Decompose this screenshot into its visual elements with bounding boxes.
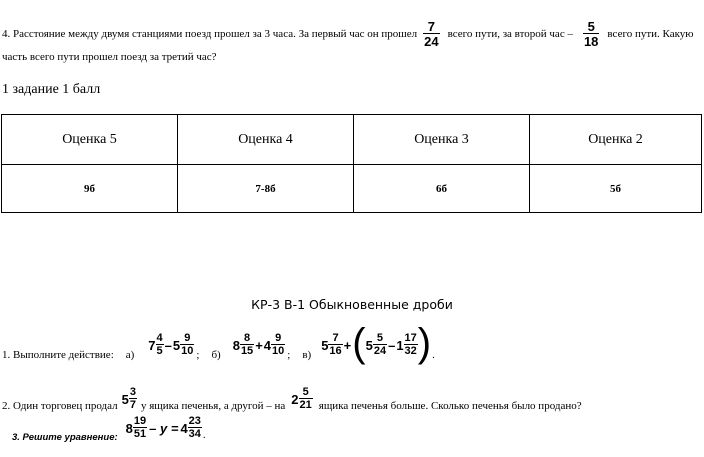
problem-4-text-a: 4. Расстояние между двумя станциями поезд прошел за 3 часа. За первый час он прошел — [2, 28, 418, 40]
question-1-b-label: б) — [211, 349, 221, 361]
question-2-text-c: ящика печенья больше. Сколько печенья было продано? — [318, 400, 582, 412]
task-score-note: 1 задание 1 балл — [2, 82, 101, 97]
problem-4-text-c: всего пути. Какую — [607, 28, 694, 40]
problem-4-fraction-2: $\frac{5}{18}$ — [583, 19, 599, 49]
question-3 — [12, 413, 206, 443]
question-3-equation: 8 $\frac{19}{51}$ – y = 4 $\frac{23}{34}$ . — [125, 415, 206, 441]
grades-value-row — [2, 165, 702, 213]
kr-title: КР-3 В-1 Обыкновенные дроби — [251, 297, 453, 312]
question-2-fraction-1: 5 $\frac{3}{7}$ — [121, 386, 136, 411]
problem-4-text-b: всего пути, за второй час – — [447, 28, 573, 40]
grade-value-5: 9б — [2, 165, 178, 213]
grade-value-4: 7-8б — [178, 165, 354, 213]
question-1-a-label: а) — [125, 349, 135, 361]
grade-header-2: Оценка 2 — [530, 115, 702, 165]
question-2 — [2, 382, 582, 416]
grade-value-2: 5б — [530, 165, 702, 213]
question-1-label: 1. Выполните действие: — [2, 349, 114, 361]
problem-4-fraction-1: $\frac{7}{24}$ — [424, 19, 439, 49]
grade-header-5: Оценка 5 — [2, 115, 178, 165]
grade-value-3: 6б — [354, 165, 530, 213]
question-2-fraction-2: 2 $\frac{5}{21}$ — [291, 386, 312, 411]
question-1 — [2, 321, 435, 365]
question-3-label: 3. Решите уравнение: — [12, 431, 118, 443]
problem-4-line-2: часть всего пути прошел поезд за третий час? — [2, 51, 217, 63]
grades-header-row — [2, 115, 702, 165]
grade-header-3: Оценка 3 — [354, 115, 530, 165]
question-1-b-expression: 8 $\frac{8}{15}$ + 4 $\frac{9}{10}$ ; — [232, 332, 291, 361]
grade-header-4: Оценка 4 — [178, 115, 354, 165]
question-2-text-a: 2. Один торговец продал — [2, 400, 118, 412]
problem-4-line-1 — [2, 20, 694, 48]
grades-table — [1, 114, 702, 213]
question-1-c-expression: 5 $\frac{7}{16}$ + ( 5 $\frac{5}{24}$ – 1 $\frac{17}{32}$ ) . — [321, 321, 435, 365]
question-2-text-b: у ящика печенья, а другой – на — [140, 400, 286, 412]
question-1-c-label: в) — [302, 349, 312, 361]
question-1-a-expression: 7 $\frac{4}{5}$ – 5 $\frac{9}{10}$ ; — [148, 332, 200, 361]
